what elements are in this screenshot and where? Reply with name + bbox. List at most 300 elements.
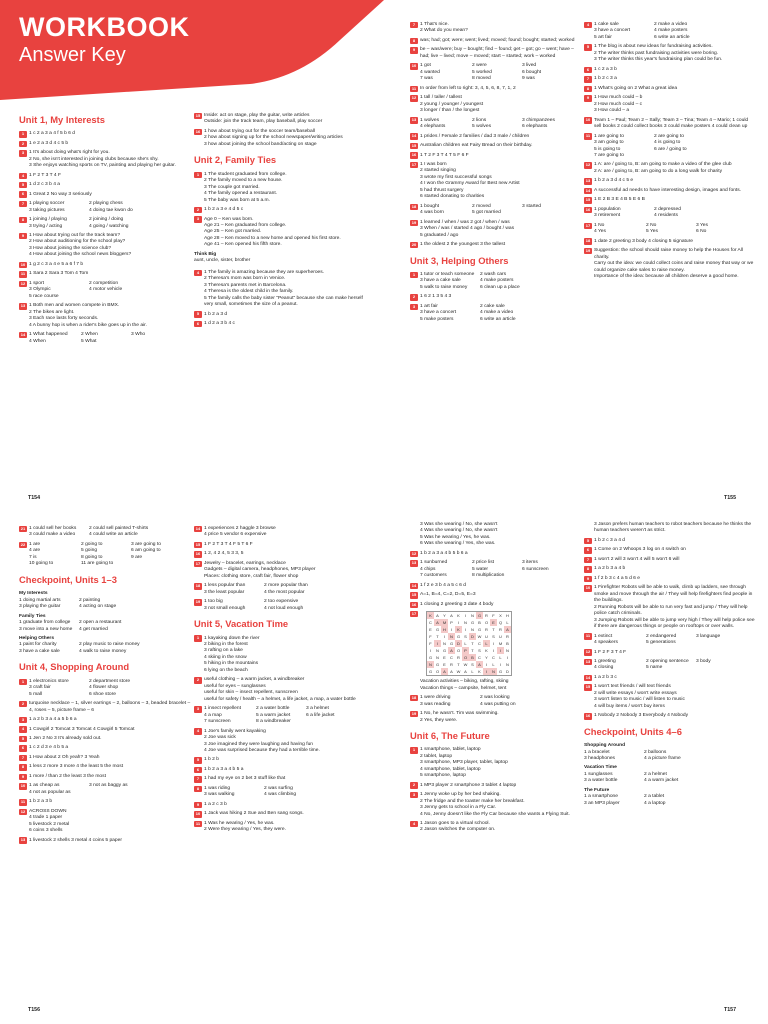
answer-line: 1 A: are / going to, B: am going to make a video of the glee club bbox=[594, 162, 732, 168]
answer-cell: 1 sport bbox=[29, 280, 44, 286]
answer-cell: 1 greeting bbox=[594, 658, 616, 664]
answer-item bbox=[19, 141, 191, 147]
answer-line: 4 Theresa is the oldest child in the family. bbox=[204, 289, 294, 295]
answer-item bbox=[584, 576, 756, 582]
answer-item bbox=[194, 729, 366, 755]
word-search-letter: S bbox=[492, 634, 495, 640]
answer-cell: 4 flower shop bbox=[89, 685, 119, 691]
unit-5-answers-p4 bbox=[410, 522, 582, 608]
answer-line: 1 I was born bbox=[420, 161, 447, 167]
answer-item bbox=[410, 592, 582, 598]
answer-item bbox=[410, 118, 582, 131]
word-search-letter: I bbox=[464, 627, 467, 633]
word-search-letter: A bbox=[464, 669, 467, 675]
item-number: 11 bbox=[585, 133, 591, 139]
answer-cell: 3 playing the guitar bbox=[19, 604, 61, 610]
answer-cell: 4 speakers bbox=[594, 640, 618, 646]
answer-item bbox=[194, 706, 366, 725]
answer-cell: 6 write an article bbox=[480, 316, 516, 322]
answer-line: 3 When / was / started 4 ago / bought / was bbox=[420, 226, 515, 232]
item-number: 6 bbox=[584, 547, 592, 554]
word-search-letter: O bbox=[484, 620, 489, 626]
answer-cell: 2 are going to bbox=[654, 133, 684, 139]
word-search-letter: T bbox=[436, 634, 439, 640]
word-search-letter: G bbox=[477, 627, 482, 633]
answer-item bbox=[410, 143, 582, 149]
answer-line: 1 won't 2 will 3 won't 4 will 5 won't 6 will bbox=[594, 556, 680, 562]
answer-cell: 2 too expensive bbox=[264, 599, 299, 605]
answer-line: Age 21 – Ken graduated from college. bbox=[204, 222, 287, 228]
answer-cell: 1 paint for charity bbox=[19, 642, 57, 648]
answer-cell: 5 going bbox=[81, 548, 98, 554]
answer-cell: 4 was born bbox=[420, 210, 444, 216]
answer-cell: 3 a water bottle bbox=[584, 778, 618, 784]
answer-item bbox=[19, 764, 191, 770]
answer-item bbox=[410, 522, 582, 548]
answer-item bbox=[584, 557, 756, 563]
word-search-letter: D bbox=[469, 633, 476, 640]
col-p4-right bbox=[584, 522, 756, 810]
item-number: 16 bbox=[585, 206, 591, 212]
answer-item bbox=[194, 583, 366, 596]
answer-item bbox=[194, 821, 366, 834]
answer-cell: 2 No bbox=[646, 222, 657, 228]
answer-cell: 4 are bbox=[29, 548, 41, 554]
answer-line: 4 A bunny hop is when a rider's bike goes up in the air. bbox=[29, 322, 147, 328]
answer-cell: 2 open a restaurant bbox=[79, 620, 122, 626]
item-number: 4 bbox=[19, 726, 27, 733]
answer-cell: 4 doing tae kwon do bbox=[89, 207, 133, 213]
unit-3-answers bbox=[410, 272, 582, 323]
word-search-letter: S bbox=[464, 634, 467, 640]
answer-cell: 7 is bbox=[29, 554, 37, 560]
item-number: 6 bbox=[194, 767, 202, 774]
page-t154 bbox=[0, 0, 384, 512]
answer-cell: 8 moved bbox=[472, 76, 491, 82]
answer-line: turquoise necklace – 1, silver earrings – 2, balloons – 3, beaded bracelet – 4, roses – 5, picture frame – 6 bbox=[29, 701, 191, 713]
answer-cell: 2 department store bbox=[89, 678, 131, 684]
answer-line: useful for eyes – sunglasses bbox=[204, 683, 266, 689]
answer-line: 5 smartphone, laptop bbox=[420, 773, 466, 779]
answer-item bbox=[19, 636, 191, 655]
answer-cell: 6 write an article bbox=[654, 34, 690, 40]
word-search-letter: A bbox=[450, 613, 453, 619]
answer-item bbox=[410, 162, 582, 201]
answer-item bbox=[194, 526, 366, 539]
unit-3-heading: Unit 3, Helping Others bbox=[410, 254, 509, 266]
word-search-letter: A bbox=[504, 626, 511, 633]
answer-cell: 1 bought bbox=[420, 203, 440, 209]
word-search-letter: N bbox=[464, 620, 467, 626]
answer-cell: 2 depressed bbox=[654, 206, 681, 212]
answer-cell: 1 are bbox=[29, 541, 41, 547]
word-search-letter: I bbox=[506, 655, 509, 661]
item-number: 5 bbox=[19, 182, 27, 189]
item-number: 11 bbox=[20, 271, 26, 277]
word-search-letter: Y bbox=[485, 655, 488, 661]
page-t157 bbox=[384, 512, 768, 1024]
answer-line: 3 How about joining the science club? bbox=[29, 245, 112, 251]
page-number: T156 bbox=[28, 1007, 41, 1014]
answer-cell: 6 clean up a place bbox=[480, 284, 520, 290]
answer-cell: 1 tutor or teach someone bbox=[420, 271, 475, 277]
word-search-letter: E bbox=[490, 619, 497, 626]
answer-cell: 3 are going to bbox=[131, 541, 161, 547]
word-search-letter: D bbox=[455, 640, 462, 647]
answer-item bbox=[584, 118, 756, 131]
item-number: 16 bbox=[411, 152, 417, 158]
answer-cell: 2 competition bbox=[89, 280, 119, 286]
answer-cell: 4 make a video bbox=[480, 310, 514, 316]
answer-line: Team 1 – Paul; Team 2 – Sally; Team 3 – Tina; Team 4 – Mario; 1 could sell books 2 could collect books 3 could make posters 4 could clean up bbox=[594, 117, 749, 130]
unit-2-answers-p2 bbox=[410, 22, 582, 249]
item-number: 16 bbox=[411, 601, 417, 607]
word-search-letter: L bbox=[483, 640, 490, 647]
answer-cell bbox=[522, 573, 572, 579]
word-search-letter: H bbox=[506, 613, 509, 619]
answer-item bbox=[194, 802, 366, 808]
answer-line: 2 Joe was sick bbox=[204, 735, 236, 741]
item-number: 18 bbox=[195, 583, 201, 589]
word-search-letter: F bbox=[429, 641, 432, 647]
answer-line: Age 28 – Ken moved to a new home and opened his first store. bbox=[204, 235, 341, 241]
answer-line: 1 won't text friends / will text friends bbox=[594, 684, 671, 690]
answer-cell: 1 sunglasses bbox=[584, 771, 613, 777]
item-number: 18 bbox=[411, 203, 417, 209]
item-number: 4 bbox=[194, 270, 202, 277]
think-big-text: aunt, uncle, sister, brother bbox=[194, 258, 251, 264]
answer-line: A=1, B=4, C=2, D=5, E=3 bbox=[420, 592, 476, 598]
item-number: 3 bbox=[19, 150, 27, 157]
answer-line: 3 wrote my first successful songs bbox=[420, 174, 492, 180]
word-search-letter: R bbox=[457, 655, 460, 661]
answer-line: ACROSS DOWN bbox=[29, 808, 67, 814]
answer-grid bbox=[29, 526, 191, 539]
answer-line: 1 livestock 2 shells 3 metal 4 coins 5 paper bbox=[29, 837, 122, 843]
item-number: 9 bbox=[584, 576, 592, 583]
answer-item bbox=[194, 312, 366, 318]
answer-line: 1 The blog is about new ideas for fundraising activities. bbox=[594, 44, 713, 50]
answer-grid bbox=[420, 204, 582, 217]
answer-item bbox=[584, 76, 756, 82]
item-number: 17 bbox=[411, 161, 417, 167]
answer-cell: 5 race course bbox=[29, 293, 59, 299]
item-number: 10 bbox=[585, 585, 591, 591]
answer-cell: 9 are bbox=[131, 554, 143, 560]
answer-cell: 6 am going to bbox=[131, 548, 161, 554]
unit-2-heading: Unit 2, Family Ties bbox=[194, 154, 277, 166]
answer-grid bbox=[204, 599, 366, 612]
answer-line: be – was/were; buy – bought; find – found; get – got; go – went; have – had; live – lived; move – moved; start – started; work – worked bbox=[420, 47, 574, 59]
answer-grid bbox=[594, 634, 756, 647]
answer-line: 3 longer / than / the longest bbox=[420, 108, 480, 114]
answer-item bbox=[410, 695, 582, 708]
item-number: 12 bbox=[585, 162, 591, 168]
answer-line: 4 skiing in the snow bbox=[204, 654, 247, 660]
unit-1-answers bbox=[19, 131, 191, 345]
answer-cell: 10 going to bbox=[29, 561, 54, 567]
item-number: 7 bbox=[410, 22, 418, 29]
answer-line: 3 She enjoys watching sports on TV, painting and playing her guitar. bbox=[29, 163, 176, 169]
answer-cell: 9 was bbox=[522, 76, 535, 82]
answer-cell: 1 cake sale bbox=[594, 22, 619, 27]
answer-item bbox=[410, 551, 582, 557]
answer-line: 1 b 2 a 3 d 4 c 5 e bbox=[594, 178, 634, 184]
answer-item bbox=[584, 248, 756, 280]
answer-cell: 4 a map bbox=[204, 712, 222, 718]
word-search-letter: R bbox=[450, 662, 453, 668]
answer-line: useful for safety / health – a helmet, a life jacket, a map, a water bottle bbox=[204, 696, 356, 702]
answer-cell: 3 Olympic bbox=[29, 287, 51, 293]
answer-line: Age 41 – Ken opened his fifth store. bbox=[204, 242, 282, 248]
answer-grid bbox=[584, 772, 756, 785]
item-number: 2 bbox=[410, 294, 418, 301]
item-number: 12 bbox=[20, 808, 26, 814]
answer-item bbox=[584, 659, 756, 672]
answer-cell: 3 could make a video bbox=[29, 532, 76, 538]
answer-item bbox=[584, 188, 756, 194]
word-search-letter: O bbox=[456, 648, 461, 654]
answer-item bbox=[410, 204, 582, 217]
answer-line: 3 won't listen to music / will listen to music bbox=[594, 697, 685, 703]
item-number: 5 bbox=[584, 538, 592, 545]
answer-cell: 2 was looking bbox=[480, 695, 510, 701]
answer-grid bbox=[29, 542, 191, 568]
answer-line: 1 e 2 a 3 d 4 c 5 b bbox=[29, 140, 69, 146]
answer-line: 3 The couple got married. bbox=[204, 184, 260, 190]
answer-item bbox=[584, 713, 756, 719]
answer-cell: 8 a windbreaker bbox=[256, 719, 291, 725]
answer-cell: 3 items bbox=[522, 560, 538, 566]
answer-item bbox=[19, 281, 191, 300]
answer-cell bbox=[131, 561, 181, 567]
item-number: 2 bbox=[19, 141, 27, 148]
item-number: 10 bbox=[20, 783, 26, 789]
word-search-letter: I bbox=[492, 648, 495, 654]
answer-cell: 2 lions bbox=[472, 117, 487, 123]
answer-cell: 3 was reading bbox=[420, 701, 451, 707]
answer-line: A successful ad needs to have interesting design, images and fonts. bbox=[594, 187, 742, 193]
answer-cell bbox=[131, 339, 181, 345]
answer-cell: 2 cake sale bbox=[480, 303, 505, 309]
item-number: 7 bbox=[19, 755, 27, 762]
answer-line: 3 Jason prefers human teachers to robot teachers because he thinks the human teachers weren't as strict. bbox=[594, 522, 752, 534]
word-search-letter: T bbox=[471, 641, 474, 647]
item-number: 3 bbox=[410, 792, 418, 799]
answer-line: 1 tall / taller / tallest bbox=[420, 95, 462, 101]
item-number: 11 bbox=[585, 633, 591, 639]
checkpoint-4-6-answers bbox=[584, 743, 756, 807]
word-search-letter: N bbox=[436, 648, 439, 654]
answer-line: 5 hiking in the mountains bbox=[204, 661, 259, 667]
word-search-letter: A bbox=[434, 619, 441, 626]
answer-cell: 4 elephants bbox=[420, 124, 446, 130]
answer-line: 2 A: are / going to, B: am going to do a long walk for charity bbox=[594, 168, 723, 174]
item-number: 4 bbox=[19, 173, 27, 180]
answer-item bbox=[410, 153, 582, 159]
answer-line: 3 rafting on a lake bbox=[204, 648, 243, 654]
item-number: 13 bbox=[585, 658, 591, 664]
answer-line: 1 f 2 e 3 b 4 a 5 c 6 d bbox=[420, 582, 466, 588]
answer-cell: 2 playing chess bbox=[89, 201, 123, 207]
item-number: 16 bbox=[195, 551, 201, 557]
answer-item bbox=[19, 838, 191, 844]
answer-line: 2 The fridge and the toaster make her breakfast. bbox=[420, 798, 525, 804]
answer-item bbox=[19, 131, 191, 137]
answer-cell: 5 Yes bbox=[646, 229, 658, 235]
unit-6-answers bbox=[410, 747, 582, 834]
answer-item bbox=[410, 22, 582, 35]
item-number: 16 bbox=[195, 128, 201, 134]
answer-line: 1 a 2 b 3 a 4 b bbox=[594, 566, 626, 572]
answer-cell: 5 worked bbox=[472, 69, 492, 75]
item-number: 9 bbox=[410, 47, 418, 54]
answer-line: 2 Jason switches the computer on. bbox=[420, 827, 496, 833]
answer-line: 1 d 2 a 3 b 4 c bbox=[204, 321, 235, 327]
item-number: 5 bbox=[19, 736, 27, 743]
answer-item bbox=[19, 736, 191, 742]
answer-grid bbox=[29, 783, 191, 796]
answer-line: Age 0 – Ken was born. bbox=[204, 216, 254, 222]
answer-line: 1 What's going on 2 What a great idea bbox=[594, 85, 678, 91]
item-number: 3 bbox=[194, 706, 202, 713]
answer-cell: 5 What bbox=[81, 338, 97, 344]
word-search-letter: H bbox=[441, 626, 448, 633]
word-search-letter: Y bbox=[443, 613, 446, 619]
answer-item bbox=[19, 717, 191, 723]
word-search-letter: F bbox=[429, 634, 432, 640]
unit-1-answers-cont bbox=[194, 113, 366, 148]
item-number: 15 bbox=[585, 684, 591, 690]
answer-line: 2 young / younger / youngest bbox=[420, 101, 484, 107]
answer-cell: 7 are going to bbox=[594, 152, 624, 158]
answer-line: Importance of the idea: because all children deserve a good home. bbox=[594, 274, 739, 279]
answer-line: 1 Jenny woke up by her bed shaking. bbox=[420, 792, 501, 798]
item-number: 7 bbox=[584, 557, 592, 564]
answer-grid bbox=[594, 659, 756, 672]
item-number: 4 bbox=[584, 22, 592, 29]
word-search-letter: C bbox=[492, 655, 495, 661]
answer-cell bbox=[696, 640, 746, 646]
answer-line: 1 Nobody 2 Nobody 3 Everybody 4 Nobody bbox=[594, 713, 689, 719]
word-search-letter: R bbox=[499, 627, 502, 633]
answer-line: Gadgets – digital camera, headphones, MP3 player bbox=[204, 567, 316, 573]
answer-cell: 1 could sell her books bbox=[29, 526, 77, 531]
answer-item bbox=[19, 233, 191, 259]
answer-cell: 3 Who bbox=[131, 332, 146, 338]
item-number: 10 bbox=[20, 261, 26, 267]
word-search-letter: I bbox=[443, 634, 446, 640]
answer-line: 1 b 2 a 3 a 4 b 5 a bbox=[204, 766, 244, 772]
answer-line: 1 b 2 a 3 a 4 b 5 b 6 a bbox=[420, 550, 468, 556]
item-number: 9 bbox=[584, 95, 592, 102]
item-number: 1 bbox=[19, 131, 27, 138]
word-search-row bbox=[410, 611, 582, 676]
answer-cell: 4 could write an article bbox=[89, 532, 138, 538]
answer-cell: 2 price list bbox=[472, 560, 495, 566]
answer-cell: 4 not loud enough bbox=[264, 605, 304, 611]
answer-line: 5 The family calls the baby sister "Peanut" because she can make herself very small, sometimes the size of a peanut. bbox=[204, 295, 363, 308]
answer-line: 1 smartphone, tablet, laptop bbox=[420, 747, 481, 753]
answer-line: 3 how about joining the school band/acting on stage bbox=[204, 141, 317, 147]
answer-cell: 3 not small enough bbox=[204, 605, 246, 611]
item-number: 16 bbox=[585, 713, 591, 719]
item-number: 1 bbox=[194, 635, 202, 642]
section-subheading: The Future bbox=[584, 787, 610, 793]
item-number: 15 bbox=[411, 142, 417, 148]
answer-line: Jewelry – bracelet, earrings, necklace bbox=[204, 560, 286, 566]
answer-cell: 1 joining / playing bbox=[29, 217, 67, 223]
answer-cell: 7 sunscreen bbox=[204, 719, 231, 725]
answer-line: 1 Sara 2 Sara 3 Tom 4 Tom bbox=[29, 271, 89, 277]
answer-item bbox=[584, 197, 756, 203]
word-search-letter: B bbox=[506, 641, 509, 647]
word-search-letter: W bbox=[463, 662, 468, 668]
word-search-letter: B bbox=[469, 654, 476, 661]
answer-item bbox=[194, 561, 366, 580]
answer-item bbox=[194, 767, 366, 773]
answer-line: 1 The student graduated from college. bbox=[204, 171, 287, 177]
answer-cell: 4 Yes bbox=[594, 229, 606, 235]
answer-line: 1 Cowgirl 2 Tomcat 3 Tomcat 4 Cowgirl 5 Tomcat bbox=[29, 726, 135, 732]
answer-item bbox=[194, 270, 366, 309]
page-number: T157 bbox=[724, 1007, 737, 1014]
answer-cell: 3 taking pictures bbox=[29, 207, 65, 213]
item-number: 14 bbox=[585, 187, 591, 193]
item-number: 5 bbox=[194, 311, 202, 318]
answer-cell: 1 a bracelet bbox=[584, 749, 610, 755]
answer-cell: 6 sunscreen bbox=[522, 566, 549, 572]
word-search-letter: I bbox=[464, 613, 467, 619]
word-search-letter: A bbox=[441, 668, 448, 675]
answer-line: 1 No, he wasn't. Tim was swimming. bbox=[420, 711, 499, 717]
answer-line: 4 smartphone, tablet, laptop bbox=[420, 766, 481, 772]
answer-cell: 6 shoe store bbox=[89, 691, 116, 697]
answer-line: 3 Jenny gets to school in a Fly Car. bbox=[420, 805, 497, 811]
answer-cell: 1 graduate from college bbox=[19, 620, 71, 626]
answer-item bbox=[584, 650, 756, 656]
answer-cell: 4 motor vehicle bbox=[89, 287, 123, 293]
answer-cell: 11 are going to bbox=[81, 561, 114, 567]
answer-cell: 4 was climbing bbox=[264, 792, 297, 798]
answer-line: 3 Joe imagined they were laughing and having fun bbox=[204, 741, 314, 747]
answer-item bbox=[19, 701, 191, 714]
word-search-letter: T bbox=[492, 627, 495, 633]
answer-item bbox=[194, 786, 366, 799]
unit-1-heading: Unit 1, My Interests bbox=[19, 114, 105, 125]
answer-cell: 2 more popular than bbox=[264, 583, 308, 589]
answer-line: 3 The writer thinks this year's fundraising plan could be fun. bbox=[594, 57, 723, 63]
answer-cell: 3 body bbox=[696, 658, 711, 664]
word-search-letter: G bbox=[456, 634, 461, 640]
answer-cell: 2 play music to raise money bbox=[79, 642, 140, 648]
word-search-letter: M bbox=[442, 620, 447, 626]
checkpoint-1-3-answers bbox=[19, 591, 191, 655]
banner-title: WORKBOOK bbox=[19, 12, 190, 42]
answer-item bbox=[584, 743, 756, 762]
think-big bbox=[194, 252, 366, 265]
answer-item bbox=[19, 809, 191, 835]
answer-line: 2 Running Robots will be able to run very fast and jump / They will help police catch criminals. bbox=[594, 604, 748, 617]
word-search-letter: I bbox=[434, 640, 441, 647]
word-search-letter: A bbox=[448, 647, 455, 654]
answer-line: 4 price 5 vendor 6 expensive bbox=[204, 532, 267, 538]
answer-line: 1 F 2 F 3 T 4 F bbox=[594, 649, 627, 655]
answer-line: 1 less 2 more 3 more 4 the least 5 the most bbox=[29, 764, 124, 770]
item-number: 12 bbox=[411, 550, 417, 556]
item-number: 13 bbox=[411, 560, 417, 566]
item-number: 14 bbox=[20, 331, 26, 337]
